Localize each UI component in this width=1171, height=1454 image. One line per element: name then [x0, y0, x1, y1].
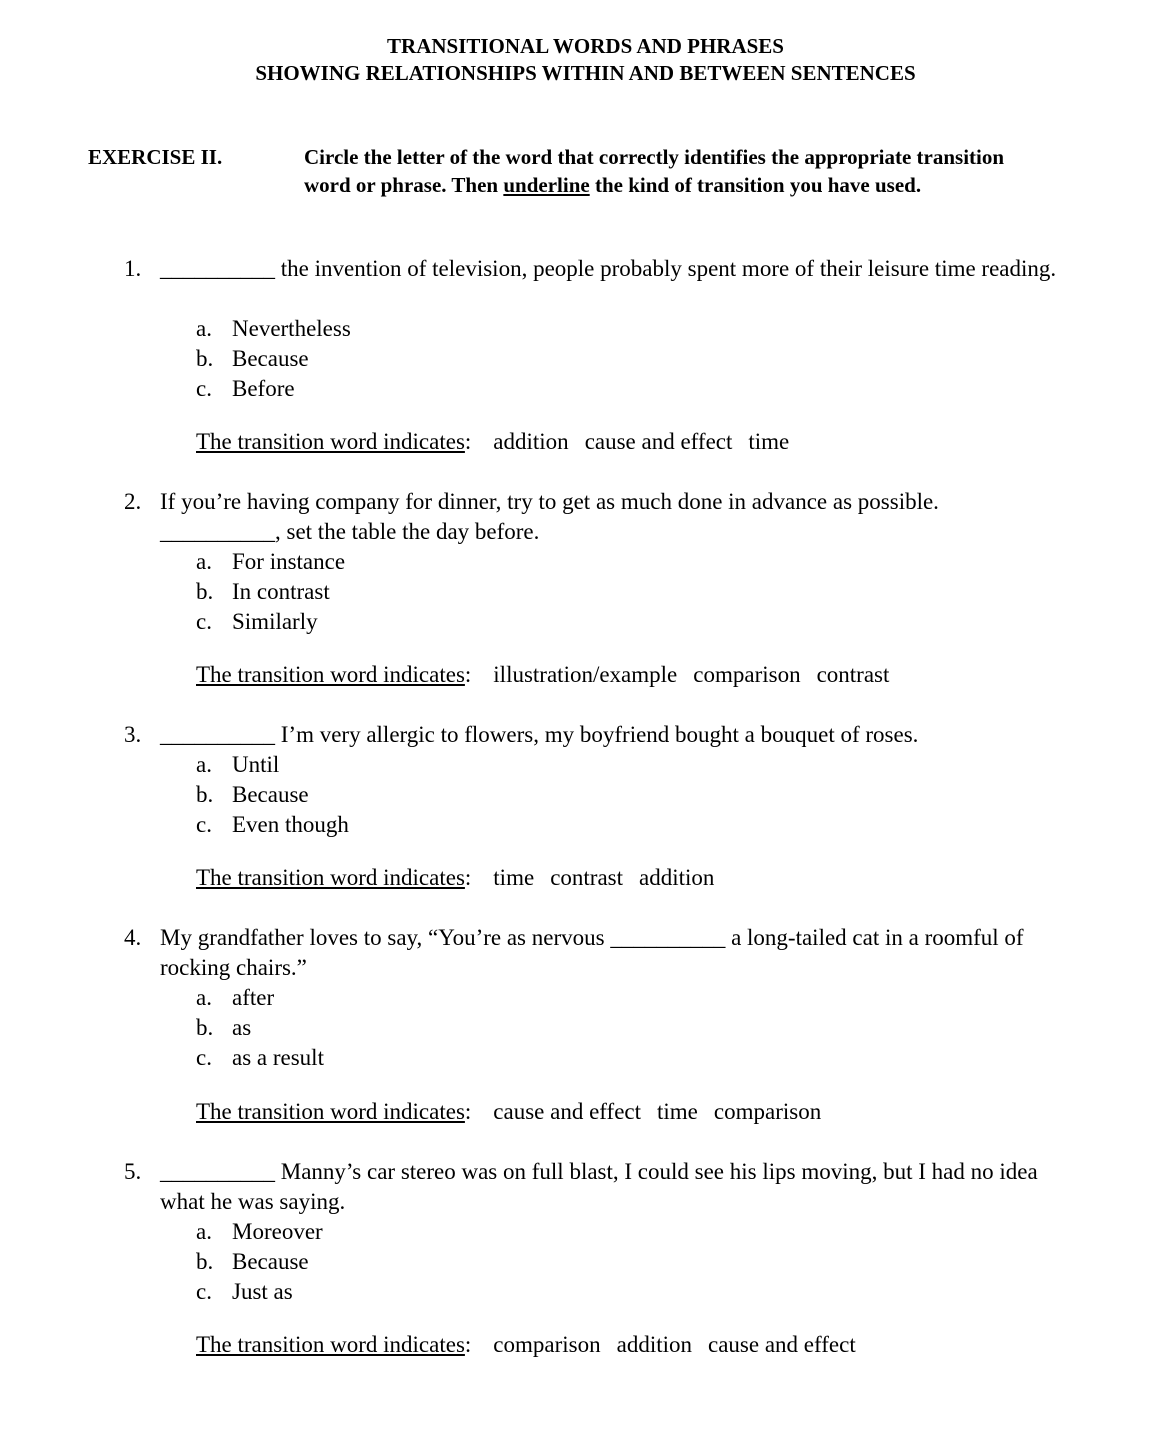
answer-options: [196, 314, 351, 404]
option-b[interactable]: [196, 344, 351, 374]
option-text: Even though: [232, 812, 349, 837]
question-number: 3.: [124, 722, 142, 747]
option-letter: a.: [196, 985, 212, 1010]
kind-choice[interactable]: time: [748, 429, 790, 454]
option-text: Because: [232, 1249, 309, 1274]
question-number: 1.: [124, 256, 142, 281]
answer-options: [196, 983, 324, 1073]
kind-choice[interactable]: time: [657, 1099, 698, 1124]
option-letter: b.: [196, 782, 214, 807]
option-letter: c.: [196, 1045, 212, 1070]
option-letter: a.: [196, 316, 212, 341]
option-text: as a result: [232, 1045, 324, 1070]
option-text: Before: [232, 376, 295, 401]
option-letter: c.: [196, 376, 212, 401]
option-text: as: [232, 1015, 252, 1040]
option-a[interactable]: [196, 750, 349, 780]
page-title: TRANSITIONAL WORDS AND PHRASES: [387, 34, 784, 58]
instructions-text-1: Circle the letter of the word that correctly identifies the appropriate transition word or phrase. Then: [304, 145, 1005, 197]
option-text: Until: [232, 752, 280, 777]
kind-choice[interactable]: cause and effect: [493, 1099, 641, 1124]
kind-choice[interactable]: time: [493, 865, 535, 890]
option-c[interactable]: [196, 607, 345, 637]
transition-kind-label: The transition word indicates: [196, 1099, 465, 1124]
option-letter: a.: [196, 1219, 212, 1244]
option-text: Nevertheless: [232, 316, 351, 341]
option-text: Because: [232, 782, 309, 807]
transition-kind-row: The transition word indicates: cause and effect time comparison: [196, 1099, 822, 1124]
kind-choice[interactable]: cause and effect: [708, 1332, 856, 1357]
transition-kind-label: The transition word indicates: [196, 865, 465, 890]
option-c[interactable]: [196, 1043, 324, 1073]
option-text: For instance: [232, 549, 346, 574]
question-text: __________ I’m very allergic to flowers, my boyfriend bought a bouquet of roses.: [160, 722, 919, 747]
option-text: Similarly: [232, 609, 318, 634]
transition-kind-row: The transition word indicates: addition cause and effect time: [196, 429, 790, 454]
option-text: Because: [232, 346, 309, 371]
instructions-text-2: the kind of transition you have used.: [589, 173, 922, 197]
transition-kind-row: The transition word indicates: time contrast addition: [196, 865, 715, 890]
option-c[interactable]: [196, 374, 351, 404]
exercise-label: EXERCISE II.: [88, 145, 223, 169]
option-text: after: [232, 985, 275, 1010]
option-letter: a.: [196, 549, 212, 574]
option-letter: c.: [196, 609, 212, 634]
option-letter: b.: [196, 1015, 214, 1040]
option-a[interactable]: [196, 547, 345, 577]
kind-choice[interactable]: comparison: [713, 1099, 822, 1124]
option-c[interactable]: [196, 810, 349, 840]
exercise-instructions: [304, 143, 1024, 199]
option-letter: c.: [196, 1279, 212, 1304]
option-text: Moreover: [232, 1219, 323, 1244]
answer-options: [196, 1217, 323, 1307]
option-letter: b.: [196, 579, 214, 604]
option-b[interactable]: [196, 1013, 324, 1043]
option-a[interactable]: [196, 314, 351, 344]
kind-choice[interactable]: addition: [639, 865, 715, 890]
kind-choice[interactable]: cause and effect: [584, 429, 733, 454]
transition-kind-row: The transition word indicates: comparison addition cause and effect: [196, 1332, 856, 1357]
answer-options: [196, 547, 345, 637]
kind-choice[interactable]: illustration/example: [493, 662, 678, 687]
question-text: __________ the invention of television, people probably spent more of their leisure time reading.: [160, 256, 1057, 281]
question-text: My grandfather loves to say, “You’re as nervous __________ a long-tailed cat in a roomful of rocking chairs.”: [160, 925, 1024, 980]
option-letter: a.: [196, 752, 212, 777]
question-number: 5.: [124, 1159, 142, 1184]
kind-choice[interactable]: contrast: [816, 662, 890, 687]
option-a[interactable]: [196, 1217, 323, 1247]
kind-choice[interactable]: addition: [616, 1332, 692, 1357]
option-letter: b.: [196, 346, 214, 371]
page-subtitle: SHOWING RELATIONSHIPS WITHIN AND BETWEEN SENTENCES: [255, 61, 916, 85]
question-number: 2.: [124, 489, 142, 514]
option-b[interactable]: [196, 577, 345, 607]
option-c[interactable]: [196, 1277, 323, 1307]
transition-kind-label: The transition word indicates: [196, 429, 465, 454]
kind-choice[interactable]: comparison: [493, 1332, 601, 1357]
question-number: 4.: [124, 925, 142, 950]
option-text: Just as: [232, 1279, 293, 1304]
option-text: In contrast: [232, 579, 330, 604]
option-b[interactable]: [196, 780, 349, 810]
kind-choice[interactable]: comparison: [693, 662, 801, 687]
question-text: __________ Manny’s car stereo was on full blast, I could see his lips moving, but I had no idea what he was saying.: [160, 1159, 1038, 1214]
instructions-underlined-word: underline: [503, 173, 590, 197]
transition-kind-row: The transition word indicates: illustration/example comparison contrast: [196, 662, 890, 687]
transition-kind-label: The transition word indicates: [196, 1332, 465, 1357]
option-a[interactable]: [196, 983, 324, 1013]
option-letter: b.: [196, 1249, 214, 1274]
kind-choice[interactable]: addition: [493, 429, 569, 454]
option-letter: c.: [196, 812, 212, 837]
transition-kind-label: The transition word indicates: [196, 662, 465, 687]
option-b[interactable]: [196, 1247, 323, 1277]
kind-choice[interactable]: contrast: [550, 865, 623, 890]
answer-options: [196, 750, 349, 840]
question-text: If you’re having company for dinner, try to get as much done in advance as possible. __________, set the table the day before.: [160, 489, 939, 544]
